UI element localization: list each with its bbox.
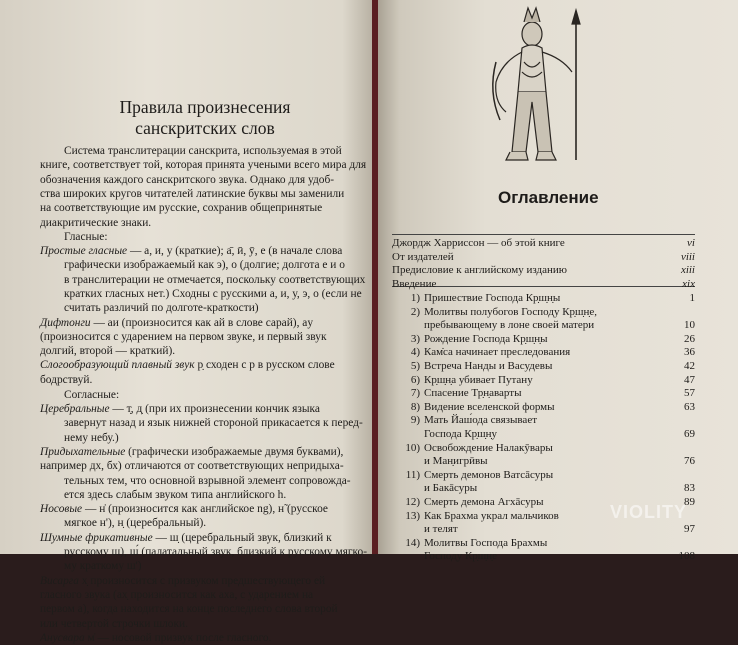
intro-line: Система транслитерации санскрита, используемая в этой — [64, 145, 342, 157]
consonant-rule-line: мягкое н'), н̣ (церебральный). — [64, 517, 207, 530]
toc-chapter-line — [392, 333, 548, 347]
consonant-rule-line: нему небу.) — [64, 431, 119, 444]
intro-line: книге, соответствует той, которая принята учеными всего мира для — [40, 159, 367, 172]
toc-chapter-line — [392, 414, 537, 428]
vowel-rule-line: в транслитерации не отмечается, поскольку соответствующих — [64, 273, 366, 286]
toc-page-number: 76 — [684, 455, 695, 468]
toc-page-number: xix — [682, 277, 695, 290]
toc-chapter-title: Молитвы Господа Брахмы — [424, 536, 548, 549]
consonant-rule-line: Висарга х̣ произносится с призвуком предшествующего ей — [40, 574, 326, 587]
toc-chapter-line — [392, 537, 547, 551]
vowel-rule-line: кратких гласных нет.) Сходны с русскими а, и, у, э, о (если не — [64, 287, 362, 300]
toc-page-number: 47 — [684, 373, 695, 386]
krishna-illustration — [466, 2, 596, 162]
toc-chapter-line — [392, 469, 553, 483]
toc-chapter-title: Рождение Господа Кр̣ш̣н̣ы — [424, 332, 548, 345]
toc-title: Оглавление — [498, 188, 599, 207]
toc-page-number: 42 — [684, 360, 695, 372]
consonant-rule-line: му краткому ш') — [64, 560, 142, 573]
toc-chapter-title: Молитвы полубогов Господу Кр̣ш̣н̣е, — [424, 305, 598, 318]
toc-chapter-line — [392, 550, 497, 564]
toc-front-item: Джордж Харриссон — об этой книге — [392, 237, 565, 249]
toc-chapter-number: 2) — [410, 305, 420, 318]
vowel-rule-line: Дифтонги — аи (произносится как ай в слове сарай), аy — [40, 316, 314, 329]
watermark: VIOLITY — [610, 502, 688, 522]
toc-chapter-line — [392, 496, 544, 510]
vowel-rule-line: Слогообразующий плавный звук р̣ сходен с р в русском слове — [40, 359, 335, 372]
toc-rule — [392, 234, 695, 235]
toc-front-item: От издателей — [392, 250, 454, 263]
toc-page-number: 1 — [689, 292, 695, 304]
toc-chapter-title: Встреча Нанды и Васудевы — [424, 360, 553, 372]
intro-line: обозначения каждого санскритского звука. Однако для удоб- — [40, 173, 335, 186]
intro-line: ства широких кругов читателей латинские буквы мы заменили — [40, 187, 345, 200]
toc-chapter-title: Кам̇са начинает преследования — [424, 346, 571, 359]
toc-chapter-line — [392, 401, 555, 415]
toc-front-item: Предисловие к английскому изданию — [392, 264, 568, 277]
toc-page-number: 97 — [684, 523, 695, 536]
toc-page-number: 89 — [684, 496, 695, 508]
consonant-rule-line: Придыхательные (графически изображаемые двумя буквами), — [40, 445, 344, 458]
toc-chapter-line — [392, 482, 477, 496]
vowel-rule-line: Простые гласные — а, и, у (краткие); а̄, ӣ, ӯ, е (в начале слова — [40, 245, 343, 257]
section-heading: Гласные: — [64, 231, 108, 243]
toc-page-number: 10 — [684, 319, 695, 332]
toc-chapter-title: Как Брахма украл мальчиков — [424, 509, 559, 522]
consonant-rule-line: ется здесь слабым звуком типа английского h. — [64, 488, 287, 501]
toc-chapter-number: 5) — [410, 360, 420, 372]
toc-page-number: vi — [687, 237, 695, 249]
toc-chapter-title: Видение вселенской формы — [424, 400, 555, 413]
toc-chapter-number: 10) — [405, 441, 420, 454]
toc-chapter-line — [392, 523, 458, 537]
toc-chapter-line — [392, 306, 597, 320]
toc-chapter-title: Пришествие Господа Кр̣ш̣н̣ы — [424, 292, 561, 304]
page-title: санскритских слов — [135, 118, 275, 138]
toc-chapter-line — [392, 319, 594, 333]
toc-chapter-line — [392, 346, 570, 360]
toc-chapter-number: 7) — [410, 387, 420, 400]
toc-chapter-number: 9) — [410, 414, 420, 427]
consonant-rule-line: Шумные фрикативные — ш̣ (церебральный звук, близкий к — [40, 531, 332, 544]
consonant-rule-line: Церебральные — т̣, д̣ (при их произнесении кончик языка — [40, 403, 320, 415]
intro-line: на соответствующие им русские, сохранив общепринятые — [40, 202, 323, 215]
toc-rule — [392, 286, 695, 287]
toc-chapter-line — [392, 428, 497, 442]
consonant-rule-line: Носовые — н̇ (произносится как английское ng), н̃ (русское — [40, 503, 328, 516]
section-heading: Согласные: — [64, 389, 120, 401]
toc-chapter-title: и телят — [424, 523, 458, 536]
toc-chapter-title: Мать Йаш́ода связывает — [424, 414, 538, 427]
toc-chapter-line — [392, 292, 560, 306]
consonant-rule-line: например дх, бх) отличаются от соответствующих непридыха- — [40, 460, 344, 473]
toc-page-number: xiii — [680, 264, 695, 277]
toc-page-number: 57 — [684, 387, 695, 400]
toc-page-number: viii — [680, 250, 695, 263]
toc-page-number: 63 — [684, 400, 695, 413]
toc-chapter-number: 6) — [410, 373, 420, 386]
vowel-rule-line: долгий, второй — краткий). — [40, 345, 176, 358]
vowel-rule-line: графически изображаемый как э), о (долгие; долгота е и о — [64, 259, 345, 272]
toc-chapter-number: 12) — [405, 496, 420, 508]
toc-chapter-line — [392, 442, 553, 456]
toc-page-number: 26 — [684, 332, 695, 345]
toc-chapter-title: Господу Кр̣ш̣н̣е — [424, 550, 498, 563]
toc-page-number: 108 — [678, 550, 695, 563]
toc-chapter-number: 4) — [410, 346, 420, 359]
toc-chapter-title: и Ман̣игрӣвы — [424, 455, 488, 468]
toc-chapter-title: и Бакāсуры — [424, 482, 478, 495]
toc-page-number: 83 — [684, 482, 695, 495]
toc-chapter-number: 8) — [410, 400, 420, 413]
toc-chapter-title: Смерть демонов Ватсāсуры — [424, 468, 554, 481]
consonant-rule-line: или четвертой строчки шлоки. — [40, 617, 188, 630]
consonant-rule-line: первом а), когда находится на конце последнего слова второй — [40, 603, 338, 616]
consonant-rule-line: русскому ш), ш́ (палатальный звук, близкий к русскому мягко- — [64, 546, 368, 558]
consonant-rule-line: Анусвара м̇ — носовой призвук после гласного. — [40, 631, 272, 644]
toc-chapter-line — [392, 387, 521, 401]
vowel-rule-line: (произносится с ударением на первом звуке, и первый звук — [40, 330, 327, 343]
toc-chapter-number: 13) — [405, 509, 420, 522]
vowel-rule-line: считать различий по долготе-краткости) — [64, 302, 259, 315]
toc-chapter-line — [392, 360, 552, 374]
consonant-rule-line: тельных тем, что основной взрывной элемент сопровожда- — [64, 474, 351, 487]
toc-page-number: 36 — [684, 346, 695, 359]
consonant-rule-line: завернут назад и язык нижней стороной прикасается к перед- — [64, 417, 363, 430]
toc-chapter-number: 11) — [405, 468, 420, 481]
toc-chapter-title: пребывающему в лоне своей матери — [424, 319, 595, 332]
consonant-rule-line: гласного звука (ах̣ произносится как аха, с ударением на — [40, 588, 314, 601]
toc-chapter-number: 3) — [410, 332, 420, 345]
toc-chapter-title: Спасение Тр̣н̣аварты — [424, 387, 522, 400]
page-title: Правила произнесения — [119, 97, 291, 117]
intro-line: диакритические знаки. — [40, 216, 152, 229]
toc-chapter-line — [392, 374, 533, 388]
toc-chapter-title: Смерть демона Агхāсуры — [424, 496, 544, 508]
toc-chapter-line — [392, 510, 559, 524]
toc-chapter-title: Господа Кр̣ш̣н̣у — [424, 428, 498, 440]
toc-chapter-title: Освобождение Налакӯвары — [424, 441, 553, 454]
toc-chapter-number: 1) — [410, 292, 420, 304]
vowel-rule-line: бодрствуй. — [40, 373, 93, 386]
toc-chapter-line — [392, 455, 488, 469]
toc-chapter-number: 14) — [405, 536, 420, 549]
toc-front-item: Введение — [392, 277, 437, 290]
toc-page-number: 69 — [684, 428, 695, 440]
toc-chapter-title: Кр̣ш̣н̣а убивает Путану — [424, 373, 533, 386]
